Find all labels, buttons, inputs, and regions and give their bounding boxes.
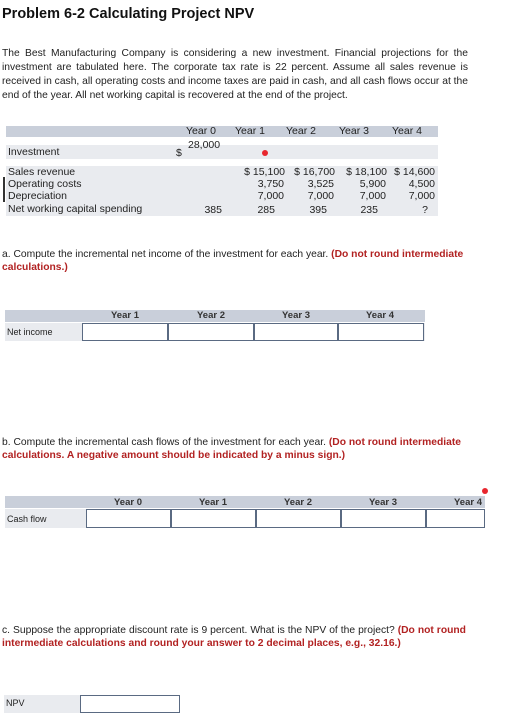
sales-y1: $ 15,100 <box>244 166 285 178</box>
problem-description <box>2 47 468 103</box>
cash-flow-year1-input[interactable] <box>171 509 256 528</box>
part-a-col-year4: Year 4 <box>366 310 394 321</box>
investment-currency: $ <box>176 147 182 159</box>
part-a-marker: a. <box>2 249 11 260</box>
nwc-y0: 385 <box>204 204 222 216</box>
depr-y2: 7,000 <box>307 190 334 202</box>
part-b-question <box>2 436 476 462</box>
part-a-row-label: Net income <box>7 327 53 337</box>
net-income-year3-input[interactable] <box>254 323 338 341</box>
nwc-y3: 235 <box>360 204 378 216</box>
part-c-question <box>2 624 466 650</box>
part-b-text: Compute the incremental cash flows of the investment for each year. <box>13 437 326 448</box>
cash-flow-year2-input[interactable] <box>256 509 341 528</box>
part-b-marker: b. <box>2 437 11 448</box>
part-c-marker: c. <box>2 625 11 636</box>
cash-flow-year0-input[interactable] <box>86 509 171 528</box>
part-b-col-year1: Year 1 <box>199 497 227 508</box>
table-header-band <box>6 126 438 137</box>
depr-y4: 7,000 <box>408 190 435 202</box>
opcost-y3: 5,900 <box>359 178 386 190</box>
part-a-col-year2: Year 2 <box>197 310 225 321</box>
sales-y2: $ 16,700 <box>294 166 335 178</box>
part-a-col-year3: Year 3 <box>282 310 310 321</box>
part-a-row <box>5 323 425 341</box>
row-label-sales: Sales revenue <box>8 166 76 178</box>
net-income-year2-input[interactable] <box>168 323 254 341</box>
part-a-col-year1: Year 1 <box>111 310 139 321</box>
part-b-row-label: Cash flow <box>7 514 47 524</box>
part-a-note: (Do not round intermediate calculations.) <box>2 249 464 273</box>
part-c-row-label: NPV <box>6 698 25 708</box>
part-c-text: Suppose the appropriate discount rate is 9 percent. What is the NPV of the project? <box>13 625 395 636</box>
col-header-year0: Year 0 <box>186 125 216 137</box>
net-income-year4-input[interactable] <box>338 323 424 341</box>
row-label-depreciation: Depreciation <box>8 190 67 202</box>
opcost-y1: 3,750 <box>257 178 284 190</box>
row-label-nwc: Net working capital spending <box>8 203 143 215</box>
depr-y3: 7,000 <box>359 190 386 202</box>
part-c-row <box>4 695 180 713</box>
net-income-year1-input[interactable] <box>82 323 168 341</box>
part-b-col-year3: Year 3 <box>369 497 397 508</box>
intro-text: The Best Manufacturing Company is considering a new investment. Financial projections for the investment are tabulated here. The corporate tax rate is 22 percent. Assume all sales revenue is received in cash, all operating costs and income taxes are paid in cash, and all cash flows occur at the end of the year. All net working capital is recovered at the end of the project. <box>2 48 468 101</box>
nwc-y1: 285 <box>257 204 275 216</box>
investment-value: 28,000 <box>188 139 221 151</box>
part-b-col-year4: Year 4 <box>454 497 482 508</box>
col-header-year3: Year 3 <box>339 125 369 137</box>
part-b-col-year0: Year 0 <box>114 497 142 508</box>
investment-row-band <box>6 145 438 159</box>
part-a-question <box>2 248 472 274</box>
col-header-year2: Year 2 <box>286 125 316 137</box>
part-b-note: (Do not round intermediate calculations. A negative amount should be indicated by a minus sign.) <box>2 437 461 461</box>
cash-flow-year4-input[interactable] <box>426 509 485 528</box>
cash-flow-year3-input[interactable] <box>341 509 426 528</box>
row-label-operating: Operating costs <box>8 178 82 190</box>
opcost-y2: 3,525 <box>307 178 334 190</box>
sales-y3: $ 18,100 <box>346 166 387 178</box>
opcost-y4: 4,500 <box>408 178 435 190</box>
nwc-y2: 395 <box>309 204 327 216</box>
part-c-note: (Do not round intermediate calculations and round your answer to 2 decimal places, e.g., 32.16.) <box>2 625 466 649</box>
marker-dot <box>262 150 268 156</box>
sales-y4: $ 14,600 <box>394 166 435 178</box>
depr-y1: 7,000 <box>257 190 284 202</box>
row-label-investment: Investment <box>8 146 60 158</box>
page-title: Problem 6-2 Calculating Project NPV <box>2 6 255 22</box>
npv-input[interactable] <box>80 695 180 713</box>
part-b-col-year2: Year 2 <box>284 497 312 508</box>
row-marker-bar <box>3 177 5 202</box>
col-header-year4: Year 4 <box>392 125 422 137</box>
part-b-row <box>5 509 485 528</box>
nwc-y4: ? <box>422 204 428 216</box>
part-a-text: Compute the incremental net income of the investment for each year. <box>13 249 329 260</box>
marker-dot <box>482 488 488 494</box>
col-header-year1: Year 1 <box>235 125 265 137</box>
